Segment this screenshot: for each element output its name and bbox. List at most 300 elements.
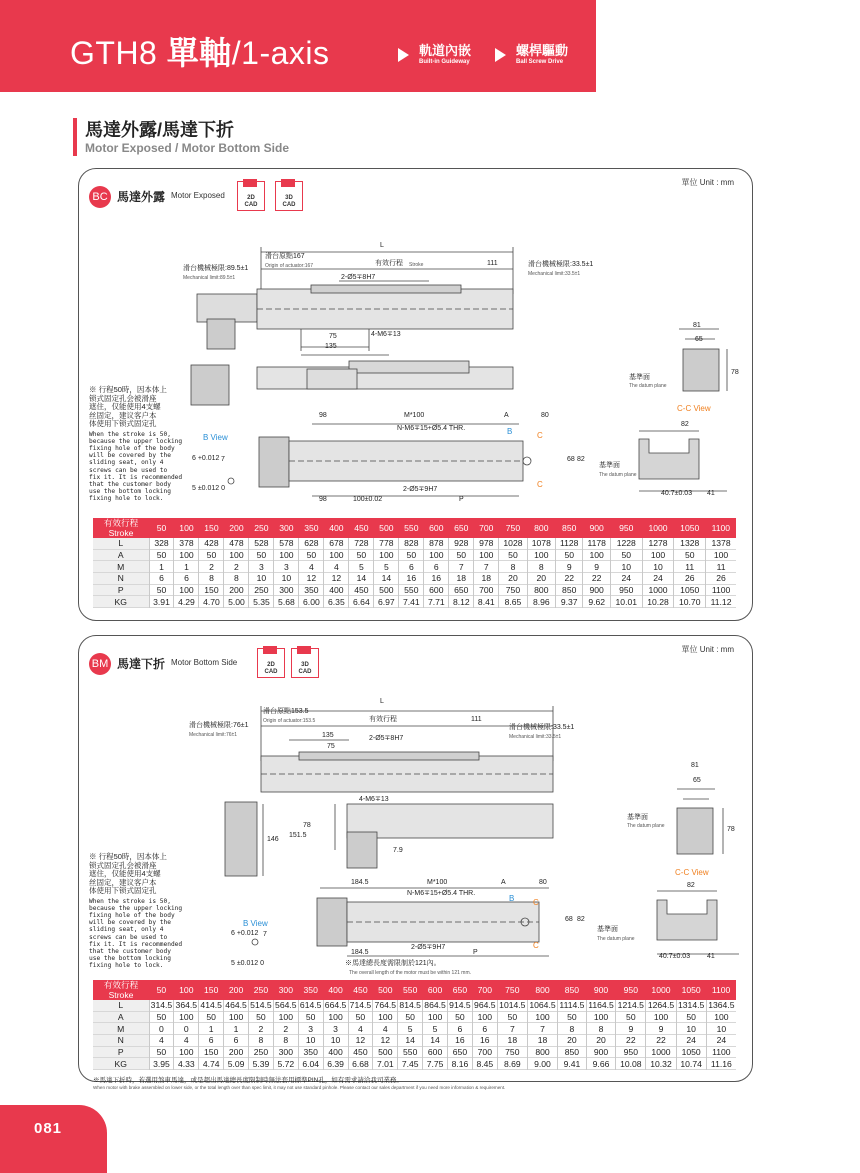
- table-cell: 1000: [642, 584, 674, 596]
- table-cell: 7.75: [423, 1058, 448, 1070]
- table-cell: 678: [324, 538, 349, 549]
- stroke-header-cell: 250: [249, 518, 274, 538]
- dim-nm6: N-M6∓15+Ø5.4 THR.: [397, 425, 466, 432]
- table-cell: 500: [373, 1046, 398, 1058]
- table-cell: 950: [610, 584, 642, 596]
- table-cell: 350: [299, 584, 324, 596]
- label-bview: B View: [203, 433, 228, 442]
- table-cell: 3: [274, 561, 299, 573]
- dim-5: 5 ±0.012 0: [192, 485, 226, 492]
- table-cell: 50: [149, 1046, 174, 1058]
- table-cell: 8: [558, 1023, 587, 1035]
- panel-title-en: Motor Bottom Side: [171, 658, 238, 667]
- datum-label-2: 基準面: [597, 926, 618, 933]
- table-row: [93, 1000, 736, 1011]
- table-cell: 1050: [676, 1046, 706, 1058]
- table-cell: 250: [249, 584, 274, 596]
- dim-p: P: [473, 949, 478, 956]
- table-cell: 26: [674, 573, 706, 585]
- title-model: GTH8: [70, 35, 158, 71]
- dim-78: 78: [731, 369, 739, 376]
- dim-151-5: 151.5: [289, 832, 307, 839]
- table-cell: 3.95: [149, 1058, 174, 1070]
- table-cell: 5.72: [273, 1058, 298, 1070]
- table-cell: 6.00: [299, 596, 324, 608]
- table-cell: 4: [149, 1035, 174, 1047]
- table-cell: 500: [374, 584, 399, 596]
- table-cell: 8: [224, 573, 249, 585]
- table-cell: 9.41: [558, 1058, 587, 1070]
- table-cell: 100: [583, 549, 610, 561]
- table-cell: 50: [149, 1011, 174, 1023]
- table-cell: 8.45: [472, 1058, 497, 1070]
- dim-78b: 78: [303, 822, 311, 829]
- table-cell: 4: [348, 1023, 373, 1035]
- table-cell: 50: [299, 549, 324, 561]
- table-cell: 1100: [706, 1046, 736, 1058]
- dim-stroke: 有效行程: [369, 716, 397, 723]
- table-cell: 364.5: [175, 1000, 198, 1011]
- dim-68: 68: [565, 916, 573, 923]
- dim-m6: 4-M6∓13: [371, 331, 401, 338]
- table-cell: 828: [399, 538, 424, 549]
- dim-mech-left: 滑台機械極限:76±1: [189, 722, 249, 729]
- table-cell: 900: [583, 584, 610, 596]
- title-zh: 單軸: [166, 35, 232, 71]
- table-cell: 20: [558, 1035, 587, 1047]
- stroke-header-cell: 150: [199, 980, 224, 1000]
- dim-65: 65: [695, 336, 703, 343]
- table-cell: 300: [273, 1046, 298, 1058]
- table-cell: 6: [399, 561, 424, 573]
- table-cell: 7: [449, 561, 474, 573]
- motor-length-note-en: The overall length of the motor must be within 121 mm.: [349, 970, 472, 976]
- dim-mech-right: 滑台機械極限:33.5±1: [528, 261, 594, 268]
- dim-m6: 4-M6∓13: [359, 796, 389, 803]
- table-cell: 200: [224, 584, 249, 596]
- table-cell: 0: [174, 1023, 199, 1035]
- table-cell: 8: [499, 561, 527, 573]
- table-cell: 100: [706, 549, 736, 561]
- row-label: N: [93, 1035, 149, 1047]
- section-title-en: Motor Exposed / Motor Bottom Side: [85, 141, 289, 155]
- stroke-header: 有效行程 Stroke: [93, 980, 149, 1000]
- dim-m100: M*100: [427, 879, 448, 886]
- table-cell: 50: [449, 549, 474, 561]
- dim-stroke-en: Stroke: [409, 262, 424, 268]
- dim-pin2: 2-Ø5∓9H7: [411, 944, 446, 951]
- table-cell: 978: [474, 538, 499, 549]
- table-cell: 50: [616, 1011, 646, 1023]
- table-cell: 100: [642, 549, 674, 561]
- dim-p: P: [459, 496, 464, 503]
- motor-length-note: ※馬達總長度需限制於121內。: [345, 960, 441, 967]
- spec-table: [93, 518, 736, 608]
- stroke-header-cell: 250: [249, 980, 274, 1000]
- table-cell: 5.00: [224, 596, 249, 608]
- table-cell: 50: [497, 1011, 527, 1023]
- table-cell: 5.39: [249, 1058, 274, 1070]
- stroke-header-cell: 1050: [676, 980, 706, 1000]
- stroke-header-cell: 450: [348, 980, 373, 1000]
- row-label: A: [93, 1011, 149, 1023]
- dim-origin-en: Origin of actuator:167: [265, 263, 314, 269]
- table-cell: 628: [299, 538, 324, 549]
- table-row: [93, 1046, 736, 1058]
- datum-label-2-en: The datum plane: [597, 936, 635, 942]
- label-c-2: C: [533, 941, 539, 950]
- table-cell: 1378: [706, 538, 736, 549]
- table-cell: 50: [298, 1011, 323, 1023]
- table-cell: 9: [616, 1023, 646, 1035]
- page-number-tab: [0, 1105, 107, 1173]
- dim-135: 135: [325, 343, 337, 350]
- table-cell: 314.5: [150, 1000, 173, 1011]
- stroke-header-cell: 550: [399, 518, 424, 538]
- table-cell: 22: [556, 573, 583, 585]
- table-cell: 2: [249, 1023, 274, 1035]
- table-cell: 14: [398, 1035, 423, 1047]
- table-cell: 4.29: [174, 596, 199, 608]
- table-cell: 1000: [646, 1046, 676, 1058]
- table-cell: 8: [249, 1035, 274, 1047]
- dim-184-5b: 184.5: [351, 949, 369, 956]
- table-cell: 650: [448, 1046, 473, 1058]
- table-cell: 1: [149, 561, 174, 573]
- dim-mech-right-en: Mechanical limit:33.5±1: [528, 271, 581, 277]
- table-cell: 614.5: [299, 1000, 322, 1011]
- stroke-header-cell: 600: [424, 518, 449, 538]
- dim-68: 68: [567, 456, 575, 463]
- table-cell: 1064.5: [529, 1000, 556, 1011]
- table-cell: 12: [299, 573, 324, 585]
- panel-motor-bottom: [78, 635, 753, 1090]
- table-cell: 878: [424, 538, 449, 549]
- table-cell: 514.5: [250, 1000, 272, 1011]
- table-cell: 600: [424, 584, 449, 596]
- table-cell: 764.5: [374, 1000, 397, 1011]
- table-cell: 7: [474, 561, 499, 573]
- table-cell: 1100: [706, 584, 736, 596]
- dim-41: 41: [707, 490, 715, 497]
- note-en: When the stroke is 50, because the upper locking fixing hole of the body will be covered by the sliding seat, only 4 screws can be used to fix it. It is recommended that the customer body use the bottom locking fixing hole to lock.: [89, 430, 183, 503]
- table-cell: 6: [199, 1035, 224, 1047]
- feature-guideway-en: Built-in Guideway: [419, 59, 470, 65]
- table-cell: 22: [646, 1035, 676, 1047]
- feature-ballscrew-zh: 螺桿驅動: [516, 43, 569, 58]
- footnote-zh: ※馬達下折時，若選用煞車馬達，或是超出馬達總長度限制時無法套用標準PIN孔，如有需求請洽我司業務。: [93, 1077, 403, 1084]
- stroke-header-cell: 600: [423, 980, 448, 1000]
- table-cell: 1078: [527, 538, 555, 549]
- stroke-header-cell: 900: [586, 980, 615, 1000]
- dim-82: 82: [681, 421, 689, 428]
- table-cell: 10.08: [616, 1058, 646, 1070]
- table-cell: 4.74: [199, 1058, 224, 1070]
- table-cell: 700: [472, 1046, 497, 1058]
- stroke-header-cell: 150: [199, 518, 224, 538]
- dim-75: 75: [327, 743, 335, 750]
- table-cell: 20: [586, 1035, 615, 1047]
- table-cell: 578: [274, 538, 299, 549]
- cad-2d-label: 2D CAD: [264, 662, 278, 675]
- dim-origin: 滑台原點167: [265, 253, 305, 260]
- feature-ballscrew: [495, 44, 568, 66]
- table-cell: 5: [374, 561, 399, 573]
- table-row: [93, 1011, 736, 1023]
- table-cell: 714.5: [349, 1000, 372, 1011]
- table-cell: 100: [324, 549, 349, 561]
- table-cell: 9.00: [527, 1058, 557, 1070]
- page-title: [70, 28, 330, 74]
- table-cell: 6.64: [349, 596, 374, 608]
- table-cell: 24: [676, 1035, 706, 1047]
- table-cell: 12: [324, 573, 349, 585]
- dim-nm6: N-M6∓15+Ø5.4 THR.: [407, 890, 476, 897]
- table-cell: 728: [349, 538, 374, 549]
- dim-135: 135: [322, 732, 334, 739]
- stroke-header-cell: 650: [449, 518, 474, 538]
- table-cell: 100: [174, 549, 199, 561]
- table-cell: 2: [273, 1023, 298, 1035]
- table-cell: 100: [274, 549, 299, 561]
- dim-98b: 98: [319, 496, 327, 503]
- dim-7: 7: [221, 456, 225, 463]
- stroke-header-cell: 100: [174, 980, 199, 1000]
- table-cell: 5: [398, 1023, 423, 1035]
- table-cell: 8.96: [527, 596, 555, 608]
- table-cell: 6: [424, 561, 449, 573]
- table-cell: 1278: [642, 538, 674, 549]
- table-row: [93, 596, 736, 608]
- table-cell: 150: [199, 584, 224, 596]
- table-cell: 100: [423, 1011, 448, 1023]
- dim-98: 98: [319, 412, 327, 419]
- table-cell: 7.41: [399, 596, 424, 608]
- table-cell: 778: [374, 538, 399, 549]
- row-label: P: [93, 1046, 149, 1058]
- feature-guideway: [398, 44, 471, 66]
- table-cell: 50: [674, 549, 706, 561]
- dim-7-9: 7.9: [393, 847, 403, 854]
- table-cell: 200: [224, 1046, 249, 1058]
- table-cell: 3: [249, 561, 274, 573]
- table-cell: 50: [499, 549, 527, 561]
- dim-80: 80: [539, 879, 547, 886]
- datum-label-2-en: The datum plane: [599, 472, 637, 478]
- table-row: [93, 561, 736, 573]
- title-suffix: /1-axis: [231, 35, 330, 71]
- table-cell: 0: [149, 1023, 174, 1035]
- table-cell: 3.91: [149, 596, 174, 608]
- table-cell: 50: [558, 1011, 587, 1023]
- table-cell: 24: [610, 573, 642, 585]
- dim-mech-left: 滑台機械極限:89.5±1: [183, 265, 249, 272]
- table-cell: 14: [423, 1035, 448, 1047]
- dim-pin2: 2-Ø5∓9H7: [403, 486, 438, 493]
- stroke-header-cell: 450: [349, 518, 374, 538]
- table-cell: 1364.5: [708, 1000, 735, 1011]
- stroke-header-cell: 750: [499, 518, 527, 538]
- table-cell: 6.39: [323, 1058, 348, 1070]
- dim-41: 41: [707, 953, 715, 960]
- dim-mech-left-en: Mechanical limit:76±1: [189, 732, 238, 738]
- table-cell: 100: [424, 549, 449, 561]
- dim-82b: 82: [577, 916, 585, 923]
- table-cell: 6: [149, 573, 174, 585]
- feature-guideway-zh: 軌道內嵌: [419, 43, 472, 58]
- table-cell: 6: [472, 1023, 497, 1035]
- dim-111: 111: [471, 716, 482, 723]
- table-cell: 100: [174, 1011, 199, 1023]
- dim-184-5: 184.5: [351, 879, 369, 886]
- table-cell: 10.28: [642, 596, 674, 608]
- table-cell: 750: [497, 1046, 527, 1058]
- dim-100: 100±0.02: [353, 496, 383, 503]
- table-cell: 6: [448, 1023, 473, 1035]
- table-cell: 5.09: [224, 1058, 249, 1070]
- table-cell: 2: [199, 561, 224, 573]
- table-cell: 6.04: [298, 1058, 323, 1070]
- table-cell: 100: [586, 1011, 615, 1023]
- dim-a: A: [504, 412, 509, 419]
- note-zh: ※ 行程50時，因本体上 锁式固定孔会被滑座 遮住，仅能使用4支螺 丝固定，建议客户本 体使用下锁式固定孔: [89, 385, 167, 428]
- dim-mech-right-en: Mechanical limit:33.5±1: [509, 734, 562, 740]
- table-cell: 16: [399, 573, 424, 585]
- table-cell: 26: [706, 573, 736, 585]
- table-cell: 5: [349, 561, 374, 573]
- table-cell: 400: [323, 1046, 348, 1058]
- table-cell: 100: [273, 1011, 298, 1023]
- table-cell: 12: [348, 1035, 373, 1047]
- dim-75: 75: [329, 333, 337, 340]
- stroke-header-cell: 500: [373, 980, 398, 1000]
- table-cell: 1128: [556, 538, 583, 549]
- table-cell: 7: [497, 1023, 527, 1035]
- stroke-header-cell: 850: [558, 980, 587, 1000]
- dim-pin: 2-Ø5∓8H7: [341, 274, 376, 281]
- table-cell: 1314.5: [677, 1000, 705, 1011]
- table-cell: 4.70: [199, 596, 224, 608]
- table-cell: 22: [616, 1035, 646, 1047]
- table-cell: 914.5: [449, 1000, 471, 1011]
- stroke-header-cell: 200: [224, 980, 249, 1000]
- table-row: [93, 1023, 736, 1035]
- table-cell: 50: [199, 1011, 224, 1023]
- label-c: C: [533, 898, 539, 907]
- stroke-header-cell: 50: [149, 980, 174, 1000]
- table-cell: 7.45: [398, 1058, 423, 1070]
- row-label: A: [93, 549, 149, 561]
- table-cell: 16: [424, 573, 449, 585]
- table-cell: 1328: [674, 538, 706, 549]
- table-cell: 328: [149, 538, 174, 549]
- stroke-header-cell: 1100: [706, 980, 736, 1000]
- table-cell: 1: [174, 561, 199, 573]
- dim-L: L: [380, 698, 384, 705]
- table-cell: 100: [174, 584, 199, 596]
- table-cell: 6: [174, 573, 199, 585]
- table-row: [93, 1058, 736, 1070]
- table-cell: 1214.5: [617, 1000, 644, 1011]
- table-cell: 800: [527, 584, 555, 596]
- table-cell: 7.01: [373, 1058, 398, 1070]
- dim-81: 81: [693, 322, 701, 329]
- row-label: L: [93, 1000, 149, 1011]
- table-cell: 9: [646, 1023, 676, 1035]
- table-cell: 7: [527, 1023, 557, 1035]
- triangle-icon: [398, 48, 409, 62]
- table-cell: 16: [448, 1035, 473, 1047]
- table-cell: 50: [149, 584, 174, 596]
- table-cell: 650: [449, 584, 474, 596]
- table-cell: 14: [349, 573, 374, 585]
- table-cell: 10.01: [610, 596, 642, 608]
- stroke-header-cell: 350: [298, 980, 323, 1000]
- table-cell: 24: [642, 573, 674, 585]
- table-cell: 9: [583, 561, 610, 573]
- table-cell: 100: [474, 549, 499, 561]
- table-cell: 100: [174, 1046, 199, 1058]
- table-cell: 8: [199, 573, 224, 585]
- table-cell: 11.12: [706, 596, 736, 608]
- stroke-header-cell: 1050: [674, 518, 706, 538]
- table-cell: 528: [249, 538, 274, 549]
- stroke-header-cell: 500: [374, 518, 399, 538]
- table-cell: 10: [274, 573, 299, 585]
- table-cell: 5.35: [249, 596, 274, 608]
- label-c: C: [537, 431, 543, 440]
- table-cell: 9.62: [583, 596, 610, 608]
- table-cell: 18: [474, 573, 499, 585]
- row-label: P: [93, 584, 149, 596]
- row-label: M: [93, 1023, 149, 1035]
- table-cell: 24: [706, 1035, 736, 1047]
- table-cell: 6.68: [348, 1058, 373, 1070]
- table-cell: 50: [349, 549, 374, 561]
- table-cell: 50: [610, 549, 642, 561]
- stroke-header: 有效行程 Stroke: [93, 518, 149, 538]
- dim-111: 111: [487, 260, 498, 267]
- table-cell: 8.65: [499, 596, 527, 608]
- table-cell: 50: [399, 549, 424, 561]
- table-cell: 550: [399, 584, 424, 596]
- table-cell: 5: [423, 1023, 448, 1035]
- stroke-header-cell: 200: [224, 518, 249, 538]
- model-badge: BC: [89, 186, 111, 208]
- table-cell: 664.5: [324, 1000, 347, 1011]
- table-cell: 8: [273, 1035, 298, 1047]
- table-cell: 18: [527, 1035, 557, 1047]
- table-cell: 2: [224, 561, 249, 573]
- table-cell: 100: [373, 1011, 398, 1023]
- table-cell: 378: [174, 538, 199, 549]
- table-cell: 450: [348, 1046, 373, 1058]
- table-cell: 8.41: [474, 596, 499, 608]
- stroke-header-cell: 700: [474, 518, 499, 538]
- stroke-header-cell: 300: [274, 518, 299, 538]
- row-label: N: [93, 573, 149, 585]
- table-cell: 11: [706, 561, 736, 573]
- table-cell: 1228: [610, 538, 642, 549]
- table-cell: 464.5: [225, 1000, 247, 1011]
- table-cell: 4: [299, 561, 324, 573]
- table-cell: 3: [298, 1023, 323, 1035]
- dim-origin: 滑台原點153.5: [263, 708, 309, 715]
- dim-65: 65: [693, 777, 701, 784]
- table-cell: 350: [298, 1046, 323, 1058]
- dim-a: A: [501, 879, 506, 886]
- dim-82: 82: [687, 882, 695, 889]
